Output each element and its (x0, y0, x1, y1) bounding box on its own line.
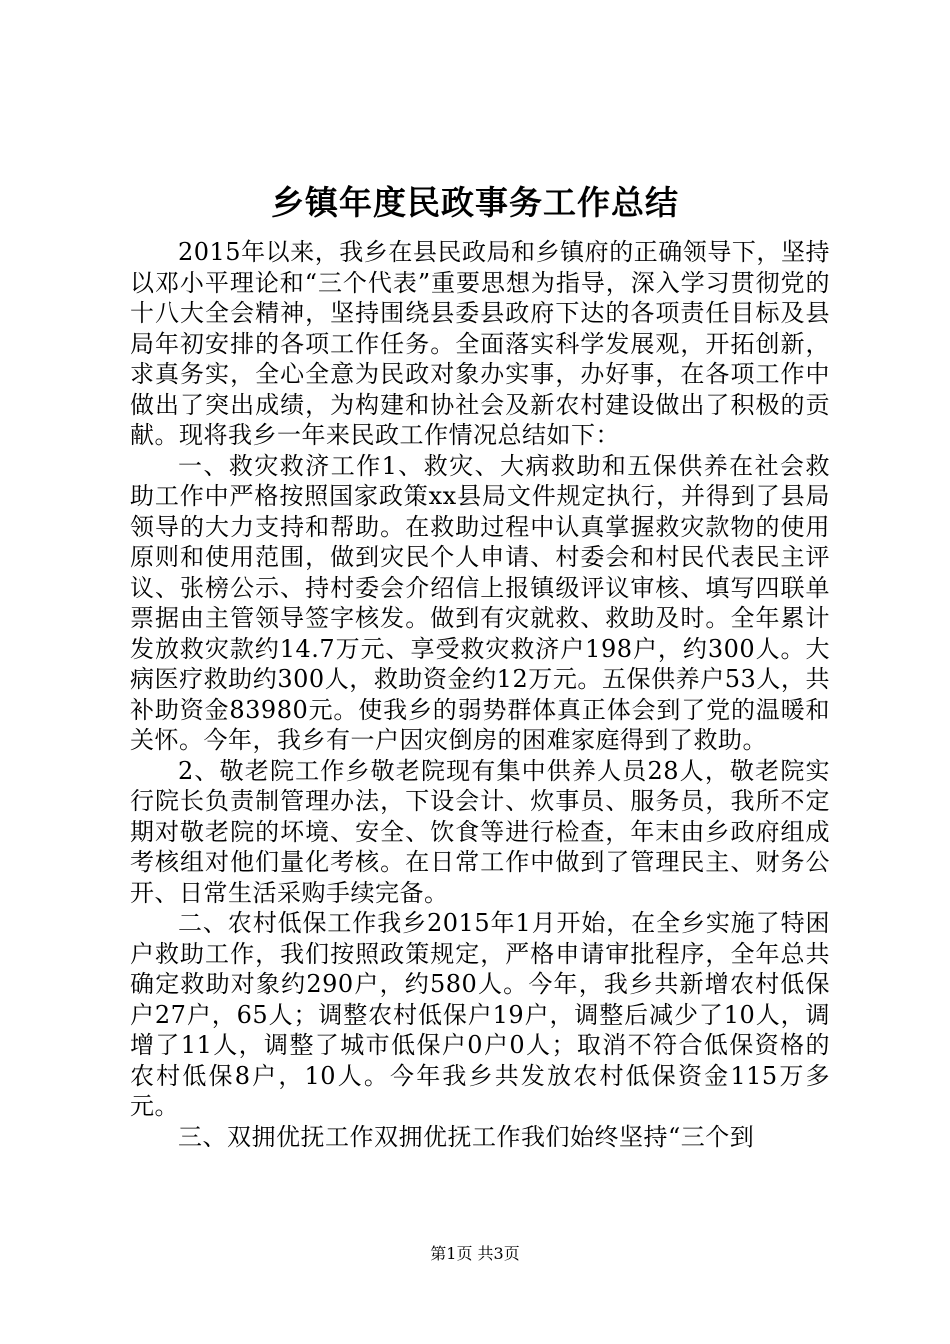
paragraph-rural-subsistence: 二、农村低保工作我乡2015年1月开始，在全乡实施了特困户救助工作，我们按照政策规定，严格申请审批程序，全年总共确定救助对象约290户，约580人。今年，我乡共新增农村低保户27户，65人；调整农村低保户19户，调整后减少了10人，调增了11人，调整了城市低保户0户0人；取消不符合低保资格的农村低保8户，10人。今年我乡共发放农村低保资金115万多元。 (130, 909, 830, 1120)
paragraph-military-support: 三、双拥优抚工作双拥优抚工作我们始终坚持“三个到 (178, 1122, 755, 1151)
paragraph-nursing-home: 2、敬老院工作乡敬老院现有集中供养人员28人，敬老院实行院长负责制管理办法，下设会计、炊事员、服务员，我所不定期对敬老院的坏境、安全、饮食等进行检查，年末由乡政府组成考核组对他们量化考核。在日常工作中做到了管理民主、财务公开、日常生活采购手续完备。 (130, 756, 830, 907)
page-footer: 第1页 共3页 (430, 1244, 520, 1263)
paragraph-intro: 2015年以来，我乡在县民政局和乡镇府的正确领导下，坚持以邓小平理论和“三个代表”重要思想为指导，深入学习贯彻党的十八大全会精神，坚持围绕县委县政府下达的各项责任目标及县局年初安排的各项工作任务。全面落实科学发展观，开拓创新，求真务实，全心全意为民政对象办实事，办好事，在各项工作中做出了突出成绩，为构建和协社会及新农村建设做出了积极的贡献。现将我乡一年来民政工作情况总结如下： (130, 238, 830, 449)
paragraph-disaster-relief: 一、救灾救济工作1、救灾、大病救助和五保供养在社会救助工作中严格按照国家政策xx县局文件规定执行，并得到了县局领导的大力支持和帮助。在救助过程中认真掌握救灾款物的使用原则和使用范围，做到灾民个人申请、村委会和村民代表民主评议、张榜公示、持村委会介绍信上报镇级评议审核、填写四联单票据由主管领导签字核发。做到有灾就救、救助及时。全年累计发放救灾款约14.7万元、享受救灾救济户198户，约300人。大病医疗救助约300人，救助资金约12万元。五保供养户53人，共补助资金83980元。使我乡的弱势群体真正体会到了党的温暖和关怀。今年，我乡有一户因灾倒房的困难家庭得到了救助。 (130, 451, 830, 754)
document-body (130, 237, 830, 1152)
document-title: 乡镇年度民政事务工作总结 (271, 183, 679, 222)
